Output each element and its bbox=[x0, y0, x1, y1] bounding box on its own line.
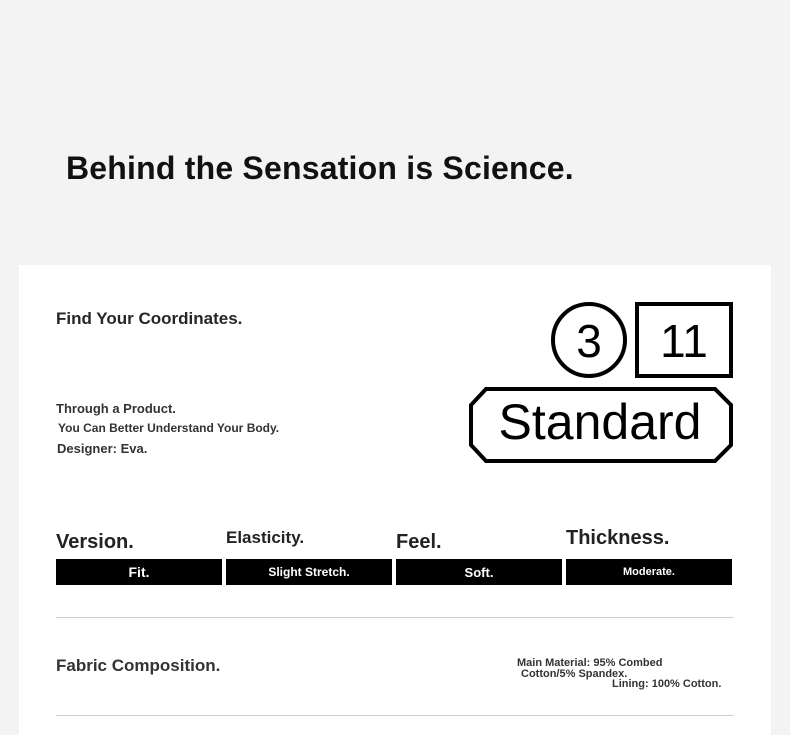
spec-feel bbox=[396, 527, 562, 580]
section-title: Find Your Coordinates. bbox=[56, 309, 243, 328]
spec-value-bar: Soft. bbox=[396, 559, 562, 585]
fabric-line-2: Cotton/5% Spandex. bbox=[521, 668, 628, 680]
designer-line: Designer: Eva. bbox=[57, 441, 148, 456]
intro-line-2: You Can Better Understand Your Body. bbox=[58, 421, 280, 435]
spec-value-bar: Moderate. bbox=[566, 559, 732, 585]
product-spec-card bbox=[19, 265, 771, 735]
fabric-title: Fabric Composition. bbox=[56, 656, 221, 675]
page-headline: Behind the Sensation is Science. bbox=[66, 150, 574, 186]
fabric-line-3: Lining: 100% Cotton. bbox=[612, 678, 722, 690]
spec-label: Version. bbox=[56, 531, 134, 553]
intro-line-1: Through a Product. bbox=[56, 401, 176, 416]
divider bbox=[56, 617, 734, 618]
spec-value-bar: Fit. bbox=[56, 559, 222, 585]
spec-label: Thickness. bbox=[566, 527, 670, 549]
spec-label: Elasticity. bbox=[226, 528, 305, 547]
spec-thickness bbox=[566, 523, 732, 578]
spec-value-bar: Slight Stretch. bbox=[226, 559, 392, 585]
spec-elasticity bbox=[226, 523, 392, 579]
logo-number-right: 11 bbox=[660, 315, 708, 367]
logo-word: Standard bbox=[498, 394, 702, 450]
fabric-line-1: Main Material: 95% Combed bbox=[517, 657, 663, 669]
logo-number-left: 3 bbox=[576, 315, 602, 367]
spec-version bbox=[56, 527, 222, 580]
divider bbox=[56, 715, 734, 716]
spec-label: Feel. bbox=[396, 531, 442, 553]
standard-logo bbox=[469, 301, 735, 465]
